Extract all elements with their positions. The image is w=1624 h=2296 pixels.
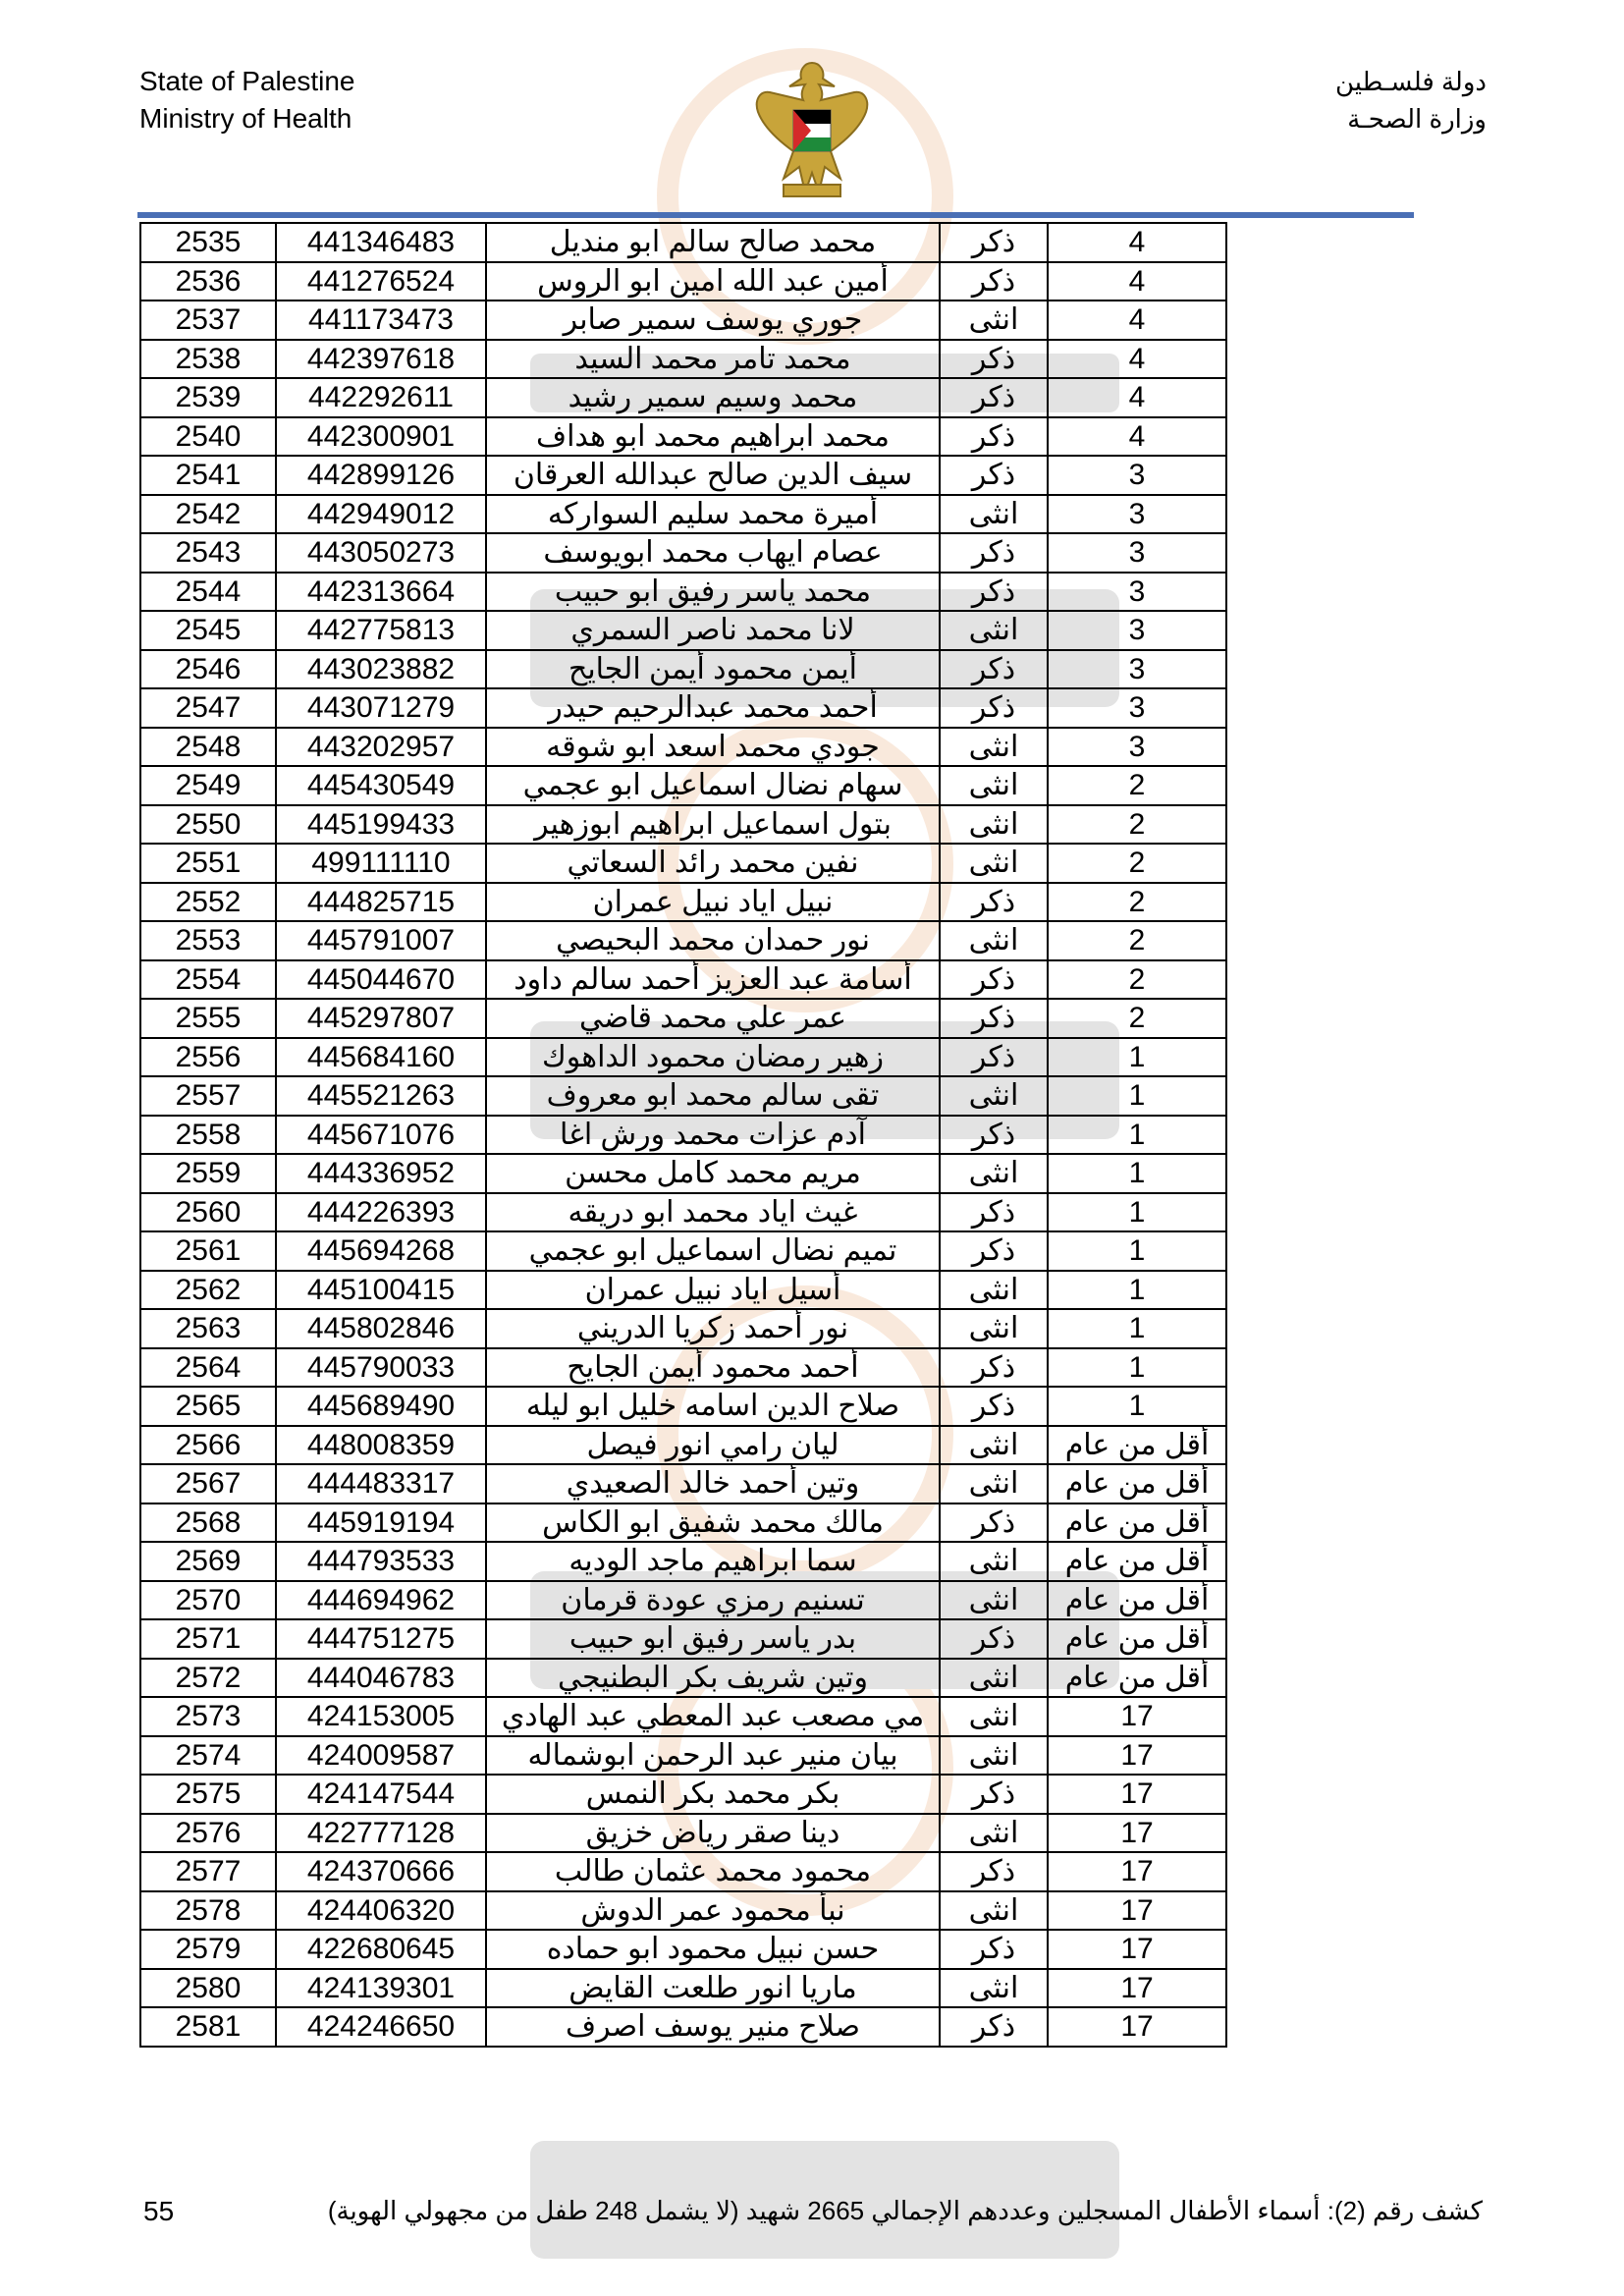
header-ministry: Ministry of Health (139, 103, 352, 134)
row-name: نور حمدان محمد البحيصي (486, 921, 940, 960)
row-age: 17 (1048, 1736, 1226, 1776)
row-id-number: 424139301 (276, 1969, 486, 2008)
row-age: أقل من عام (1048, 1503, 1226, 1543)
row-name: أميرة محمد سليم السواركه (486, 495, 940, 534)
row-seq-number: 2566 (140, 1426, 276, 1465)
table-row (140, 844, 1226, 883)
page-number: 55 (143, 2196, 175, 2226)
table-row (140, 456, 1226, 495)
row-name: ليان رامي انور فيصل (486, 1426, 940, 1465)
table-row (140, 1348, 1226, 1388)
row-seq-number: 2546 (140, 650, 276, 689)
table-row (140, 1659, 1226, 1698)
row-age: 1 (1048, 1154, 1226, 1193)
header-ministry-ar: وزارة الصحـة (1347, 104, 1487, 134)
row-id-number: 442300901 (276, 417, 486, 457)
row-seq-number: 2562 (140, 1271, 276, 1310)
row-name: بتول اسماعيل ابراهيم ابوزهير (486, 805, 940, 845)
row-sex: انثى (940, 1697, 1048, 1736)
row-id-number: 442397618 (276, 340, 486, 379)
row-name: سهام نضال اسماعيل ابو عجمي (486, 766, 940, 805)
row-age: 4 (1048, 340, 1226, 379)
row-seq-number: 2547 (140, 688, 276, 728)
row-age: 4 (1048, 262, 1226, 301)
row-name: نبيل اياد نبيل عمران (486, 883, 940, 922)
row-seq-number: 2568 (140, 1503, 276, 1543)
row-id-number: 445100415 (276, 1271, 486, 1310)
row-name: محمود محمد عثمان طالب (486, 1852, 940, 1891)
row-seq-number: 2575 (140, 1775, 276, 1814)
row-age: 1 (1048, 1038, 1226, 1077)
row-sex: انثى (940, 728, 1048, 767)
table-row (140, 1581, 1226, 1620)
row-id-number: 445802846 (276, 1309, 486, 1348)
row-name: تميم نضال اسماعيل ابو عجمي (486, 1231, 940, 1271)
row-seq-number: 2563 (140, 1309, 276, 1348)
row-seq-number: 2572 (140, 1659, 276, 1698)
row-seq-number: 2538 (140, 340, 276, 379)
row-seq-number: 2552 (140, 883, 276, 922)
row-age: أقل من عام (1048, 1581, 1226, 1620)
table-row (140, 766, 1226, 805)
row-name: أيمن محمود أيمن الجايح (486, 650, 940, 689)
table-row (140, 2007, 1226, 2047)
row-id-number: 424406320 (276, 1891, 486, 1931)
row-sex: ذكر (940, 650, 1048, 689)
row-id-number: 442313664 (276, 573, 486, 612)
row-sex: ذكر (940, 378, 1048, 417)
header-right (1335, 63, 1487, 137)
row-name: محمد ياسر رفيق ابو حبيب (486, 573, 940, 612)
row-sex: انثى (940, 844, 1048, 883)
row-seq-number: 2567 (140, 1464, 276, 1503)
row-name: آدم عزات محمد ورش اغا (486, 1116, 940, 1155)
row-seq-number: 2539 (140, 378, 276, 417)
table-row (140, 1814, 1226, 1853)
row-id-number: 442949012 (276, 495, 486, 534)
row-sex: ذكر (940, 1348, 1048, 1388)
table-row (140, 883, 1226, 922)
row-sex: انثى (940, 495, 1048, 534)
row-age: 2 (1048, 805, 1226, 845)
row-sex: ذكر (940, 573, 1048, 612)
row-seq-number: 2570 (140, 1581, 276, 1620)
row-seq-number: 2579 (140, 1930, 276, 1969)
roster-body (140, 223, 1226, 2047)
row-name: أمين عبد الله امين ابو الروس (486, 262, 940, 301)
table-row (140, 1426, 1226, 1465)
row-sex: ذكر (940, 1038, 1048, 1077)
row-id-number: 441346483 (276, 223, 486, 262)
footer-caption: كشف رقم (2): أسماء الأطفال المسجلين وعددهم الإجمالي 2665 شهيد (لا يشمل 248 طفل من مجهولي الهوية) (327, 2196, 1483, 2225)
row-sex: انثى (940, 1969, 1048, 2008)
row-age: 17 (1048, 1930, 1226, 1969)
row-age: 4 (1048, 378, 1226, 417)
header-divider (137, 212, 1414, 218)
row-name: محمد صالح سالم ابو منديل (486, 223, 940, 262)
row-age: أقل من عام (1048, 1542, 1226, 1581)
row-sex: ذكر (940, 1852, 1048, 1891)
row-age: 2 (1048, 921, 1226, 960)
row-id-number: 444483317 (276, 1464, 486, 1503)
row-seq-number: 2542 (140, 495, 276, 534)
row-name: لانا محمد ناصر السمري (486, 611, 940, 650)
row-id-number: 448008359 (276, 1426, 486, 1465)
row-name: أحمد محمود أيمن الجايح (486, 1348, 940, 1388)
row-id-number: 442775813 (276, 611, 486, 650)
row-name: محمد وسيم سمير رشيد (486, 378, 940, 417)
row-sex: ذكر (940, 883, 1048, 922)
row-name: عمر علي محمد قاضي (486, 999, 940, 1038)
row-id-number: 445199433 (276, 805, 486, 845)
row-sex: ذكر (940, 999, 1048, 1038)
row-name: تسنيم رمزي عودة قرمان (486, 1581, 940, 1620)
row-sex: انثى (940, 1464, 1048, 1503)
row-sex: انثى (940, 1426, 1048, 1465)
row-seq-number: 2571 (140, 1619, 276, 1659)
palestine-eagle-emblem (750, 57, 874, 204)
row-sex: انثى (940, 1309, 1048, 1348)
table-row (140, 1116, 1226, 1155)
row-sex: ذكر (940, 340, 1048, 379)
row-seq-number: 2569 (140, 1542, 276, 1581)
row-name: محمد ابراهيم محمد ابو هداف (486, 417, 940, 457)
table-row (140, 1154, 1226, 1193)
header-state-ar: دولة فلسـطين (1334, 67, 1487, 96)
table-row (140, 1852, 1226, 1891)
row-id-number: 443202957 (276, 728, 486, 767)
row-id-number: 422680645 (276, 1930, 486, 1969)
row-sex: انثى (940, 766, 1048, 805)
row-sex: ذكر (940, 417, 1048, 457)
row-age: 2 (1048, 766, 1226, 805)
row-sex: ذكر (940, 456, 1048, 495)
row-id-number: 422777128 (276, 1814, 486, 1853)
row-seq-number: 2580 (140, 1969, 276, 2008)
table-row (140, 1697, 1226, 1736)
row-age: 3 (1048, 495, 1226, 534)
row-seq-number: 2573 (140, 1697, 276, 1736)
row-age: 1 (1048, 1271, 1226, 1310)
table-row (140, 650, 1226, 689)
row-sex: انثى (940, 1659, 1048, 1698)
header-state: State of Palestine (139, 66, 355, 96)
row-age: 4 (1048, 417, 1226, 457)
row-age: 1 (1048, 1309, 1226, 1348)
row-seq-number: 2574 (140, 1736, 276, 1776)
row-name: غيث اياد محمد ابو دريقه (486, 1193, 940, 1232)
row-name: مي مصعب عبد المعطي عبد الهادي (486, 1697, 940, 1736)
row-id-number: 445919194 (276, 1503, 486, 1543)
row-seq-number: 2558 (140, 1116, 276, 1155)
table-row (140, 1619, 1226, 1659)
table-row (140, 1736, 1226, 1776)
table-row (140, 611, 1226, 650)
row-name: جودي محمد اسعد ابو شوقه (486, 728, 940, 767)
row-age: أقل من عام (1048, 1426, 1226, 1465)
row-name: تقى سالم محمد ابو معروف (486, 1076, 940, 1116)
row-age: 1 (1048, 1193, 1226, 1232)
row-sex: ذكر (940, 1619, 1048, 1659)
header-left (139, 63, 354, 137)
table-row (140, 1271, 1226, 1310)
row-sex: انثى (940, 1581, 1048, 1620)
row-id-number: 424370666 (276, 1852, 486, 1891)
row-seq-number: 2581 (140, 2007, 276, 2047)
row-name: سما ابراهيم ماجد الوديه (486, 1542, 940, 1581)
row-name: نور أحمد زكريا الدريني (486, 1309, 940, 1348)
table-row (140, 1542, 1226, 1581)
row-age: 17 (1048, 1891, 1226, 1931)
row-name: بيان منير عبد الرحمن ابوشماله (486, 1736, 940, 1776)
row-age: 17 (1048, 1775, 1226, 1814)
row-sex: انثى (940, 1542, 1048, 1581)
row-id-number: 444336952 (276, 1154, 486, 1193)
table-row (140, 223, 1226, 262)
row-age: 3 (1048, 728, 1226, 767)
row-seq-number: 2557 (140, 1076, 276, 1116)
row-name: مالك محمد شفيق ابو الكاس (486, 1503, 940, 1543)
row-age: 1 (1048, 1231, 1226, 1271)
table-row (140, 1387, 1226, 1426)
row-sex: ذكر (940, 960, 1048, 1000)
row-sex: ذكر (940, 1775, 1048, 1814)
row-id-number: 445791007 (276, 921, 486, 960)
row-age: 3 (1048, 573, 1226, 612)
row-sex: ذكر (940, 262, 1048, 301)
table-row (140, 728, 1226, 767)
row-seq-number: 2537 (140, 301, 276, 340)
row-name: صلاح منير يوسف اصرف (486, 2007, 940, 2047)
row-seq-number: 2556 (140, 1038, 276, 1077)
row-name: بكر محمد بكر النمس (486, 1775, 940, 1814)
row-sex: انثى (940, 1076, 1048, 1116)
row-name: نفين محمد رائد السعاتي (486, 844, 940, 883)
table-row (140, 688, 1226, 728)
row-sex: ذكر (940, 1503, 1048, 1543)
row-name: أسامة عبد العزيز أحمد سالم داود (486, 960, 940, 1000)
row-age: 4 (1048, 223, 1226, 262)
row-seq-number: 2578 (140, 1891, 276, 1931)
row-age: 3 (1048, 650, 1226, 689)
table-row (140, 301, 1226, 340)
row-sex: انثى (940, 805, 1048, 845)
row-seq-number: 2548 (140, 728, 276, 767)
row-id-number: 443050273 (276, 533, 486, 573)
row-age: 2 (1048, 844, 1226, 883)
row-name: وتين شريف بكر البطنيجي (486, 1659, 940, 1698)
row-id-number: 441276524 (276, 262, 486, 301)
row-id-number: 442292611 (276, 378, 486, 417)
table-row (140, 1775, 1226, 1814)
row-name: جوري يوسف سمير صابر (486, 301, 940, 340)
row-seq-number: 2559 (140, 1154, 276, 1193)
row-id-number: 445684160 (276, 1038, 486, 1077)
row-seq-number: 2555 (140, 999, 276, 1038)
row-sex: ذكر (940, 533, 1048, 573)
row-sex: انثى (940, 301, 1048, 340)
row-age: 4 (1048, 301, 1226, 340)
row-id-number: 445694268 (276, 1231, 486, 1271)
row-id-number: 499111110 (276, 844, 486, 883)
row-age: 2 (1048, 999, 1226, 1038)
row-age: 1 (1048, 1348, 1226, 1388)
row-id-number: 441173473 (276, 301, 486, 340)
row-id-number: 445671076 (276, 1116, 486, 1155)
row-seq-number: 2545 (140, 611, 276, 650)
row-name: أسيل اياد نبيل عمران (486, 1271, 940, 1310)
row-name: محمد تامر محمد السيد (486, 340, 940, 379)
row-name: وتين أحمد خالد الصعيدي (486, 1464, 940, 1503)
table-row (140, 1891, 1226, 1931)
table-row (140, 1464, 1226, 1503)
row-age: 3 (1048, 533, 1226, 573)
row-id-number: 445297807 (276, 999, 486, 1038)
table-row (140, 1038, 1226, 1077)
row-sex: انثى (940, 1891, 1048, 1931)
row-sex: ذكر (940, 1231, 1048, 1271)
row-sex: ذكر (940, 1193, 1048, 1232)
table-row (140, 805, 1226, 845)
table-row (140, 999, 1226, 1038)
row-id-number: 424246650 (276, 2007, 486, 2047)
row-age: 17 (1048, 2007, 1226, 2047)
row-sex: انثى (940, 611, 1048, 650)
row-seq-number: 2560 (140, 1193, 276, 1232)
row-sex: ذكر (940, 1930, 1048, 1969)
row-age: 1 (1048, 1387, 1226, 1426)
table-row (140, 960, 1226, 1000)
row-sex: ذكر (940, 223, 1048, 262)
row-seq-number: 2536 (140, 262, 276, 301)
row-name: دينا صقر رياض خزيق (486, 1814, 940, 1853)
row-seq-number: 2576 (140, 1814, 276, 1853)
row-seq-number: 2540 (140, 417, 276, 457)
row-id-number: 424147544 (276, 1775, 486, 1814)
table-row (140, 533, 1226, 573)
row-id-number: 424153005 (276, 1697, 486, 1736)
row-seq-number: 2541 (140, 456, 276, 495)
row-sex: انثى (940, 1271, 1048, 1310)
table-row (140, 495, 1226, 534)
row-seq-number: 2551 (140, 844, 276, 883)
row-sex: ذكر (940, 1116, 1048, 1155)
row-age: أقل من عام (1048, 1659, 1226, 1698)
table-row (140, 1193, 1226, 1232)
row-seq-number: 2577 (140, 1852, 276, 1891)
row-name: بدر ياسر رفيق ابو حبيب (486, 1619, 940, 1659)
row-seq-number: 2553 (140, 921, 276, 960)
row-seq-number: 2565 (140, 1387, 276, 1426)
row-name: ماريا انور طلعت القايض (486, 1969, 940, 2008)
table-row (140, 1969, 1226, 2008)
row-age: أقل من عام (1048, 1464, 1226, 1503)
table-row (140, 1309, 1226, 1348)
row-seq-number: 2554 (140, 960, 276, 1000)
row-name: مريم محمد كامل محسن (486, 1154, 940, 1193)
row-age: 1 (1048, 1116, 1226, 1155)
row-id-number: 445521263 (276, 1076, 486, 1116)
row-age: 3 (1048, 688, 1226, 728)
table-row (140, 573, 1226, 612)
row-seq-number: 2550 (140, 805, 276, 845)
row-sex: انثى (940, 1814, 1048, 1853)
table-row (140, 921, 1226, 960)
row-name: حسن نبيل محمود ابو حماده (486, 1930, 940, 1969)
row-name: عصام ايهاب محمد ابويوسف (486, 533, 940, 573)
row-age: 1 (1048, 1076, 1226, 1116)
row-age: 2 (1048, 960, 1226, 1000)
table-row (140, 417, 1226, 457)
row-id-number: 443023882 (276, 650, 486, 689)
table-row (140, 1231, 1226, 1271)
row-id-number: 445689490 (276, 1387, 486, 1426)
row-seq-number: 2544 (140, 573, 276, 612)
row-name: سيف الدين صالح عبدالله العرقان (486, 456, 940, 495)
row-id-number: 444046783 (276, 1659, 486, 1698)
row-age: أقل من عام (1048, 1619, 1226, 1659)
row-seq-number: 2535 (140, 223, 276, 262)
row-age: 17 (1048, 1852, 1226, 1891)
row-age: 17 (1048, 1969, 1226, 2008)
row-age: 2 (1048, 883, 1226, 922)
row-id-number: 443071279 (276, 688, 486, 728)
row-id-number: 442899126 (276, 456, 486, 495)
row-id-number: 444694962 (276, 1581, 486, 1620)
row-id-number: 424009587 (276, 1736, 486, 1776)
row-age: 17 (1048, 1697, 1226, 1736)
row-seq-number: 2564 (140, 1348, 276, 1388)
row-id-number: 444751275 (276, 1619, 486, 1659)
table-row (140, 1076, 1226, 1116)
row-age: 3 (1048, 456, 1226, 495)
row-age: 17 (1048, 1814, 1226, 1853)
row-id-number: 445430549 (276, 766, 486, 805)
table-row (140, 340, 1226, 379)
row-name: نبأ محمود عمر الدوش (486, 1891, 940, 1931)
row-sex: ذكر (940, 688, 1048, 728)
row-age: 3 (1048, 611, 1226, 650)
table-row (140, 1503, 1226, 1543)
row-seq-number: 2543 (140, 533, 276, 573)
row-seq-number: 2561 (140, 1231, 276, 1271)
table-row (140, 1930, 1226, 1969)
row-id-number: 444226393 (276, 1193, 486, 1232)
row-name: صلاح الدين اسامه خليل ابو ليله (486, 1387, 940, 1426)
row-sex: انثى (940, 1736, 1048, 1776)
row-id-number: 444793533 (276, 1542, 486, 1581)
row-name: أحمد محمد عبدالرحيم حيدر (486, 688, 940, 728)
row-id-number: 445044670 (276, 960, 486, 1000)
row-sex: ذكر (940, 1387, 1048, 1426)
row-id-number: 444825715 (276, 883, 486, 922)
row-sex: ذكر (940, 2007, 1048, 2047)
row-name: زهير رمضان محمود الداهوك (486, 1038, 940, 1077)
children-roster-table (139, 222, 1227, 2048)
row-sex: انثى (940, 1154, 1048, 1193)
row-sex: انثى (940, 921, 1048, 960)
row-seq-number: 2549 (140, 766, 276, 805)
table-row (140, 378, 1226, 417)
table-row (140, 262, 1226, 301)
row-id-number: 445790033 (276, 1348, 486, 1388)
